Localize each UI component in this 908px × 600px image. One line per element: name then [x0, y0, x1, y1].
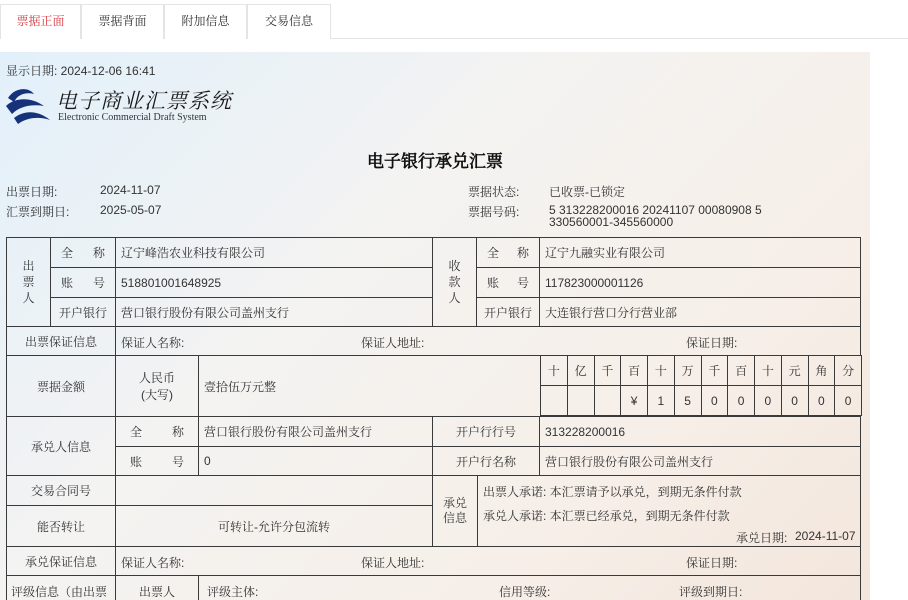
currency-text: 人民币	[138, 371, 175, 385]
payee-account-label: 账 号	[476, 267, 540, 298]
acceptor-bank-name: 营口银行股份有限公司盖州支行	[539, 446, 861, 476]
acceptance-date: 2024-11-07	[795, 529, 856, 543]
amount-digit-cell: 0	[701, 385, 729, 416]
amount-unit-cell: 角	[808, 355, 836, 386]
tab-bar	[0, 0, 908, 39]
amount-in-words: 壹拾伍万元整	[198, 355, 541, 417]
acceptor-name: 营口银行股份有限公司盖州支行	[198, 416, 433, 447]
amount-digit-cell	[567, 385, 595, 416]
draft-status: 已收票-已锁定	[549, 185, 625, 199]
acceptor-account: 0	[198, 446, 433, 476]
acceptor-bank-no-label: 开户行行号	[432, 416, 540, 447]
due-date: 2025-05-07	[100, 203, 162, 217]
drawer-section-label: 出票人	[6, 237, 51, 327]
drawer-account: 518801001648925	[115, 267, 433, 298]
amount-unit-cell: 十	[540, 355, 568, 386]
transfer-label: 能否转让	[6, 505, 116, 547]
display-date: 显示日期: 2024-12-06 16:41	[6, 64, 156, 78]
amount-unit-cell: 万	[674, 355, 702, 386]
drawer-bank-label: 开户银行	[50, 297, 116, 327]
amount-unit-cell: 十	[647, 355, 675, 386]
amount-unit-cell: 千	[701, 355, 729, 386]
draft-title: 电子银行承兑汇票	[367, 152, 503, 171]
rating-party: 出票人	[115, 575, 199, 600]
acceptor-promise: 承兑人承诺: 本汇票已经承兑，到期无条件付款	[483, 509, 730, 523]
tab-back[interactable]: 票据背面	[81, 4, 164, 39]
draft-face	[0, 52, 870, 600]
accept-guarantee-label: 承兑保证信息	[6, 546, 116, 576]
issue-date-label: 出票日期:	[6, 185, 58, 199]
due-date-label: 汇票到期日:	[6, 205, 70, 219]
accept-guarantor-name-label: 保证人名称:	[121, 556, 185, 570]
payee-name: 辽宁九融实业有限公司	[539, 237, 861, 268]
drawer-bank: 营口银行股份有限公司盖州支行	[115, 297, 433, 327]
guarantee-date-label: 保证日期:	[686, 336, 738, 350]
acceptance-label: 承兑信息	[432, 475, 478, 547]
drawer-guarantee-row	[115, 326, 861, 356]
issue-date: 2024-11-07	[100, 183, 161, 197]
acceptance-info	[477, 475, 861, 547]
drawer-name-label: 全 称	[50, 237, 116, 268]
logo-cn-text: 电子商业汇票系统	[56, 89, 232, 113]
amount-label: 票据金额	[6, 355, 116, 417]
acceptor-account-label: 账 号	[115, 446, 199, 476]
acceptor-bank-name-label: 开户行名称	[432, 446, 540, 476]
accept-guarantee-date-label: 保证日期:	[686, 556, 738, 570]
amount-unit-cell: 分	[834, 355, 862, 386]
amount-digit-cell: 0	[834, 385, 862, 416]
number-label: 票据号码:	[468, 205, 520, 219]
payee-account: 117823000001126	[539, 267, 861, 298]
contract-number	[115, 475, 433, 506]
amount-currency	[115, 355, 199, 417]
amount-digit-cell: 0	[754, 385, 782, 416]
amount-digit-cell: 0	[781, 385, 809, 416]
drawer-guarantee-label: 出票保证信息	[6, 326, 116, 356]
logo-en-text: Electronic Commercial Draft System	[58, 112, 207, 123]
rating-subject-label: 评级主体:	[207, 585, 259, 599]
contract-label: 交易合同号	[6, 475, 116, 506]
tab-front[interactable]: 票据正面	[0, 4, 81, 39]
rating-row	[198, 575, 861, 600]
payee-bank-label: 开户银行	[476, 297, 540, 327]
amount-digit-cell: ¥	[620, 385, 648, 416]
draft-number-line1: 5 313228200016 20241107 00080908 5	[549, 203, 762, 217]
draft-number-line2: 330560001-345560000	[549, 215, 674, 229]
drawer-promise: 出票人承诺: 本汇票请予以承兑，到期无条件付款	[483, 485, 742, 499]
amount-digit-cell	[594, 385, 622, 416]
amount-unit-cell: 百	[620, 355, 648, 386]
amount-unit-cell: 百	[727, 355, 755, 386]
rating-expire-label: 评级到期日:	[679, 585, 743, 599]
credit-grade-label: 信用等级:	[499, 585, 551, 599]
acceptor-bank-no: 313228200016	[539, 416, 861, 447]
amount-unit-cell: 十	[754, 355, 782, 386]
guarantor-address-label: 保证人地址:	[361, 336, 425, 350]
amount-unit-cell: 千	[594, 355, 622, 386]
status-label: 票据状态:	[468, 185, 520, 199]
acceptor-label: 承兑人信息	[6, 416, 116, 476]
amount-digit-cell: 5	[674, 385, 702, 416]
acceptor-name-label: 全 称	[115, 416, 199, 447]
accept-guarantor-address-label: 保证人地址:	[361, 556, 425, 570]
rating-label-text: 评级信息（由出票	[11, 585, 108, 599]
amount-unit-cell: 亿	[567, 355, 595, 386]
amount-unit-cell: 元	[781, 355, 809, 386]
accept-guarantee-row	[115, 546, 861, 576]
drawer-account-label: 账 号	[50, 267, 116, 298]
amount-digit-cell: 1	[647, 385, 675, 416]
amount-digit-cell	[540, 385, 568, 416]
acceptance-date-label: 承兑日期:	[736, 531, 788, 545]
draft-table	[6, 237, 861, 600]
drawer-name: 辽宁峰浩农业科技有限公司	[115, 237, 433, 268]
payee-name-label: 全 称	[476, 237, 540, 268]
currency-sub-text: (大写)	[141, 388, 173, 402]
transfer-value: 可转让-允许分包流转	[115, 505, 433, 547]
amount-digit-cell: 0	[727, 385, 755, 416]
payee-bank: 大连银行营口分行营业部	[539, 297, 861, 327]
guarantor-name-label: 保证人名称:	[121, 336, 185, 350]
rating-label	[6, 575, 116, 600]
ecds-logo	[4, 84, 234, 130]
tab-transaction-info[interactable]: 交易信息	[247, 4, 331, 39]
amount-digit-cell: 0	[808, 385, 836, 416]
tab-additional-info[interactable]: 附加信息	[164, 4, 247, 39]
payee-section-label: 收款人	[432, 237, 477, 327]
ecds-logo-icon	[4, 84, 54, 128]
